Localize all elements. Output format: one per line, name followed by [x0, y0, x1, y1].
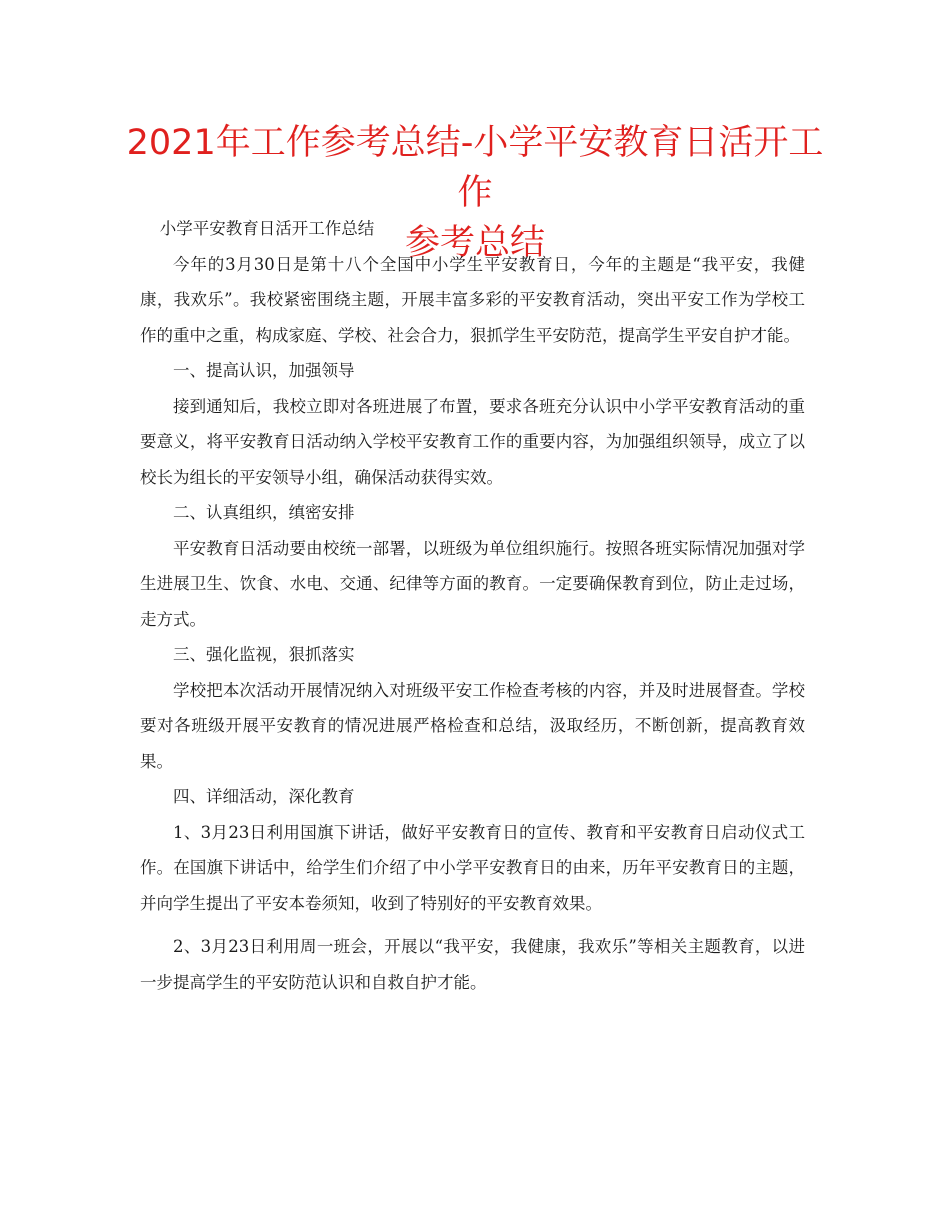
section-heading-2: 二、认真组织，缜密安排 [173, 503, 355, 522]
document-subtitle: 小学平安教育日活开工作总结 [159, 219, 375, 238]
paragraph-section-2: 平安教育日活动要由校统一部署，以班级为单位组织施行。按照各班实际情况加强对学生进展卫生、饮食、水电、交通、纪律等方面的教育。一定要确保教育到位，防止走过场，走方式。 [140, 538, 805, 629]
section-heading-1: 一、提高认识，加强领导 [173, 361, 355, 380]
paragraph-activity-2: 2、3月23日利用周一班会，开展以“我平安，我健康，我欢乐”等相关主题教育，以进一步提高学生的平安防范认识和自救自护才能。 [140, 937, 805, 992]
document-body [140, 211, 805, 1000]
document-title-line-1: 2021年工作参考总结-小学平安教育日活开工作 [126, 123, 824, 213]
paragraph-section-3: 学校把本次活动开展情况纳入对班级平安工作检查考核的内容，并及时进展督查。学校要对各班级开展平安教育的情况进展严格检查和总结，汲取经历，不断创新，提高教育效果。 [140, 680, 805, 771]
paragraph-activity-1: 1、3月23日利用国旗下讲话，做好平安教育日的宣传、教育和平安教育日启动仪式工作。在国旗下讲话中，给学生们介绍了中小学平安教育日的由来，历年平安教育日的主题，并向学生提出了平安本卷须知，收到了特别好的平安教育效果。 [140, 822, 805, 913]
section-heading-4: 四、详细活动，深化教育 [173, 787, 355, 806]
paragraph-intro: 今年的3月30日是第十八个全国中小学生平安教育日，今年的主题是“我平安，我健康，我欢乐”。我校紧密围绕主题，开展丰富多彩的平安教育活动，突出平安工作为学校工作的重中之重，构成家庭、学校、社会合力，狠抓学生平安防范，提高学生平安自护才能。 [140, 254, 805, 345]
paragraph-section-1: 接到通知后，我校立即对各班进展了布置，要求各班充分认识中小学平安教育活动的重要意义，将平安教育日活动纳入学校平安教育工作的重要内容，为加强组织领导，成立了以校长为组长的平安领导小组，确保活动获得实效。 [140, 396, 805, 487]
section-heading-3: 三、强化监视，狠抓落实 [173, 645, 355, 664]
document-title-line-2: 参考总结 [404, 223, 545, 263]
